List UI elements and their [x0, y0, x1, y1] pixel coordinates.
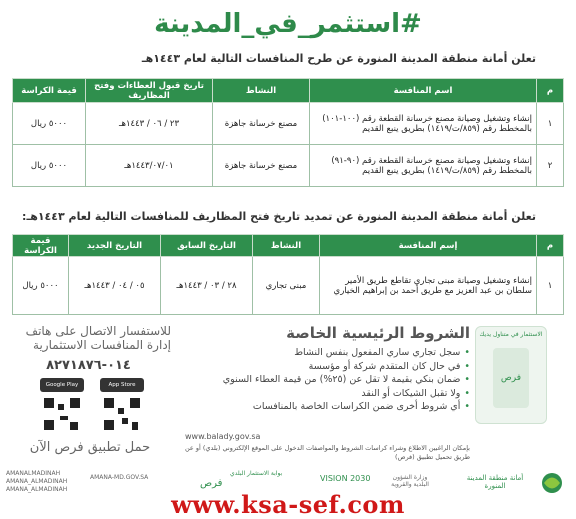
condition-item: • ضمان بنكي بقيمة لا تقل عن (٢٥%) من قيمة العطاء السنوي [180, 373, 470, 387]
download-app-cta: حمل تطبيق فرص الآن [29, 440, 151, 455]
col-date: تاريخ قبول العطاءات وفتح المظاريف [86, 79, 213, 103]
col-new-date: التاريخ الجديد [69, 235, 161, 257]
conditions-list [180, 346, 470, 414]
section1-intro: تعلن أمانة منطقة المدينة المنورة عن طرح المنافسات التالية لعام ١٤٤٣هـ [141, 52, 536, 65]
conditions-title: الشروط الرئيسية الخاصة [286, 324, 470, 342]
row-activity: مصنع خرسانة جاهزة [213, 145, 310, 187]
amana-logo: أمانة منطقة المدينة المنورة [466, 474, 524, 490]
row-date: ٢٣ / ٠٦ / ١٤٤٣هـ [86, 103, 213, 145]
table-row [13, 103, 564, 145]
google-play-button[interactable]: Google Play [40, 378, 84, 392]
social-handle: AMANA_ALMADINAH [6, 478, 68, 485]
qr-code-icon[interactable] [42, 396, 82, 432]
col-number: م [537, 235, 564, 257]
row-value: ٥٠٠٠ ريال [13, 257, 69, 315]
row-number: ١ [537, 257, 564, 315]
app-screen: فرص [493, 348, 529, 408]
row-prev-date: ٢٨ / ٠٣ / ١٤٤٣هـ [161, 257, 253, 315]
col-number: م [537, 79, 564, 103]
social-handle: AMANALMADINAH [6, 470, 61, 477]
phone-number: ٠١٤-٨٢٧١٨٧٦ [46, 358, 131, 373]
table-row [13, 145, 564, 187]
row-activity: مبنى تجاري [253, 257, 320, 315]
social-handle: AMANA_ALMADINAH [6, 486, 68, 493]
app-store-button[interactable]: App Store [100, 378, 144, 392]
row-activity: مصنع خرسانة جاهزة [213, 103, 310, 145]
section2-intro: تعلن أمانة منطقة المدينة المنورة عن تمديد تاريخ فتح المظاريف للمنافسات التالية لعام ١٤٤٣هـ: [22, 210, 536, 223]
page-hashtag-title: #استثمر_في_المدينة [154, 9, 422, 39]
balady-url[interactable]: www.balady.gov.sa [185, 432, 261, 441]
col-value: قيمة الكراسة [13, 235, 69, 257]
condition-item: • سجل تجاري ساري المفعول بنفس النشاط [180, 346, 470, 360]
row-name: إنشاء وتشغيل وصيانة مبنى تجاري تقاطع طريق الأمير سلطان بن عبد العزيز مع طريق أحمد بن إبراهيم الخياري [320, 257, 537, 315]
row-new-date: ٠٥ / ٠٤ / ١٤٤٣هـ [69, 257, 161, 315]
row-name: إنشاء وتشغيل وصيانة مصنع خرسانة القطعة رقم (١٠٠-١٠١) بالمخطط رقم (٨٥٩/ت/١٤١٩) بطريق ينبع القديم [310, 103, 537, 145]
col-value: قيمة الكراسة [13, 79, 86, 103]
watermark-url: www.ksa-sef.com [171, 490, 405, 519]
row-value: ٥٠٠٠ ريال [13, 145, 86, 187]
col-name: اسم المنافسة [310, 79, 537, 103]
extension-table [12, 234, 564, 315]
furas-logo: فرص [200, 478, 223, 489]
phone-caption: الاستثمار في متناول يديك [479, 331, 543, 338]
row-number: ٢ [537, 145, 564, 187]
row-number: ١ [537, 103, 564, 145]
col-prev-date: التاريخ السابق [161, 235, 253, 257]
conditions-panel [180, 324, 470, 464]
row-value: ٥٠٠٠ ريال [13, 103, 86, 145]
row-date: ١٤٤٣/٠٧/٠١هـ [86, 145, 213, 187]
condition-item: • في حال كان المتقدم شركة أو مؤسسة [180, 360, 470, 374]
condition-item: • ولا تقبل الشيكات أو النقد [180, 387, 470, 401]
contact-title: للاستفسار الاتصال على هاتف إدارة المنافسات الاستثمارية [25, 324, 171, 352]
row-name: إنشاء وتشغيل وصيانة مصنع خرسانة القطعة رقم (٩٠-٩١) بالمخطط رقم (٨٥٩/ت/١٤١٩) بطريق ينبع القديم [310, 145, 537, 187]
balady-logo: بوابة الاستثمار البلدي [230, 470, 283, 477]
tender-table [12, 78, 564, 187]
col-activity: النشاط [253, 235, 320, 257]
site-url: AMANA-MD.GOV.SA [90, 474, 149, 481]
qr-code-icon[interactable] [102, 396, 142, 432]
conditions-note: بإمكان الراغبين الاطلاع وشراء كراسات الشروط والمواصفات الدخول على الموقع الإلكتروني (بلدي) أو عن طريق تحميل تطبيق (فرص) [184, 444, 470, 461]
condition-item: • أي شروط أخرى ضمن الكراسات الخاصة بالمنافسات [180, 400, 470, 414]
vision-2030-logo: VISION 2030 [320, 474, 371, 483]
phone-mockup [475, 326, 547, 424]
ministry-logo: وزارة الشؤون البلدية والقروية [391, 474, 429, 488]
col-name: إسم المنافسة [320, 235, 537, 257]
col-activity: النشاط [213, 79, 310, 103]
table-row [13, 257, 564, 315]
